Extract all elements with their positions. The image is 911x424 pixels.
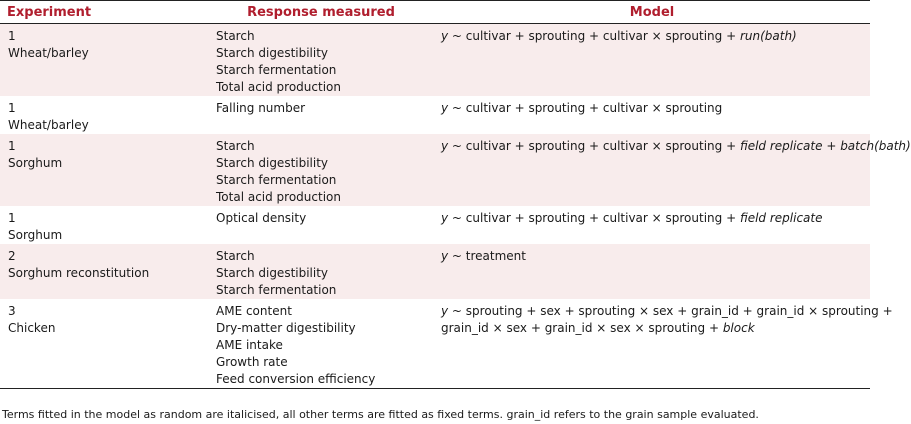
response-item: AME intake	[216, 338, 283, 352]
table-row	[0, 244, 870, 299]
experiment-name: Chicken	[8, 321, 56, 335]
random-term: field replicate	[739, 211, 823, 225]
response-item: Feed conversion efficiency	[216, 372, 376, 386]
model-formula-line	[441, 100, 870, 117]
experiment-name: Wheat/barley	[8, 46, 89, 60]
random-term: y	[441, 29, 449, 43]
response-item: Falling number	[216, 101, 306, 115]
experiment-number: 2	[8, 249, 16, 263]
experiment-name: Sorghum	[8, 228, 63, 242]
response-item: Starch	[216, 29, 255, 43]
random-term: y	[441, 139, 449, 153]
response-item: Starch fermentation	[216, 63, 337, 77]
header-experiment: Experiment	[0, 1, 208, 24]
model-formula-line	[441, 28, 870, 45]
fixed-terms: ~ cultivar + sprouting + cultivar × sprouting +	[448, 139, 740, 153]
random-term: field replicate	[739, 139, 823, 153]
model-formula-line	[441, 303, 893, 320]
fixed-terms: ~ cultivar + sprouting + cultivar × sprouting	[448, 101, 723, 115]
table-body	[0, 24, 911, 389]
response-cell	[208, 206, 434, 244]
random-term: y	[441, 101, 449, 115]
response-item: Starch digestibility	[216, 266, 329, 280]
response-item: Growth rate	[216, 355, 288, 369]
random-term: y	[441, 249, 449, 263]
response-cell	[208, 244, 434, 299]
header-row	[0, 1, 870, 24]
response-cell	[208, 96, 434, 134]
table-row	[0, 96, 870, 134]
random-term: batch(bath)	[840, 139, 911, 153]
model-cell	[434, 206, 870, 244]
fixed-terms: ~ cultivar + sprouting + cultivar × sprouting +	[448, 211, 740, 225]
random-term: run(bath)	[739, 29, 797, 43]
header-model: Model	[434, 1, 870, 24]
response-item: Starch	[216, 139, 255, 153]
model-cell	[434, 134, 911, 206]
response-item: Total acid production	[216, 80, 341, 94]
experiment-cell	[0, 24, 208, 97]
model-cell	[434, 244, 870, 299]
response-item: Starch digestibility	[216, 46, 329, 60]
model-cell	[434, 299, 893, 389]
model-formula-line	[441, 210, 870, 227]
fixed-terms: +	[822, 139, 841, 153]
experiment-cell	[0, 96, 208, 134]
model-cell	[434, 96, 870, 134]
response-item: Starch fermentation	[216, 173, 337, 187]
response-item: Optical density	[216, 211, 307, 225]
response-item: Starch digestibility	[216, 156, 329, 170]
fixed-terms: ~ treatment	[448, 249, 526, 263]
response-item: Total acid production	[216, 190, 341, 204]
model-cell	[434, 24, 870, 97]
experiment-name: Sorghum	[8, 156, 63, 170]
experiment-cell	[0, 244, 208, 299]
experiment-number: 1	[8, 29, 16, 43]
response-item: Starch fermentation	[216, 283, 337, 297]
random-term: block	[722, 321, 755, 335]
experiment-cell	[0, 206, 208, 244]
header-response-measured: Response measured	[208, 1, 434, 24]
response-cell	[208, 134, 434, 206]
response-item: AME content	[216, 304, 292, 318]
experiment-number: 1	[8, 211, 16, 225]
experiment-cell	[0, 134, 208, 206]
experiment-number: 3	[8, 304, 16, 318]
table-footnote: Terms fitted in the model as random are italicised, all other terms are fitted as fixed terms. grain_id refers to the grain sample evaluated.	[2, 408, 759, 421]
experiment-cell	[0, 299, 208, 389]
experiment-name: Sorghum reconstitution	[8, 266, 150, 280]
model-formula-line	[441, 138, 911, 155]
table-row	[0, 24, 870, 97]
response-cell	[208, 24, 434, 97]
fixed-terms: grain_id × sex + grain_id × sex × sprouting +	[441, 321, 723, 335]
random-term: y	[441, 304, 449, 318]
table-row	[0, 299, 870, 389]
experiment-number: 1	[8, 139, 16, 153]
model-formula-line	[441, 248, 870, 265]
response-item: Starch	[216, 249, 255, 263]
experiment-number: 1	[8, 101, 16, 115]
model-formula-line	[441, 320, 870, 337]
fixed-terms: ~ cultivar + sprouting + cultivar × sprouting +	[448, 29, 740, 43]
fixed-terms: ~ sprouting + sex + sprouting × sex + grain_id + grain_id × sprouting +	[448, 304, 893, 318]
table-row	[0, 206, 870, 244]
table-row	[0, 134, 870, 206]
response-item: Dry-matter digestibility	[216, 321, 356, 335]
experiment-name: Wheat/barley	[8, 118, 89, 132]
table-header	[0, 1, 870, 24]
response-cell	[208, 299, 434, 389]
random-term: y	[441, 211, 449, 225]
